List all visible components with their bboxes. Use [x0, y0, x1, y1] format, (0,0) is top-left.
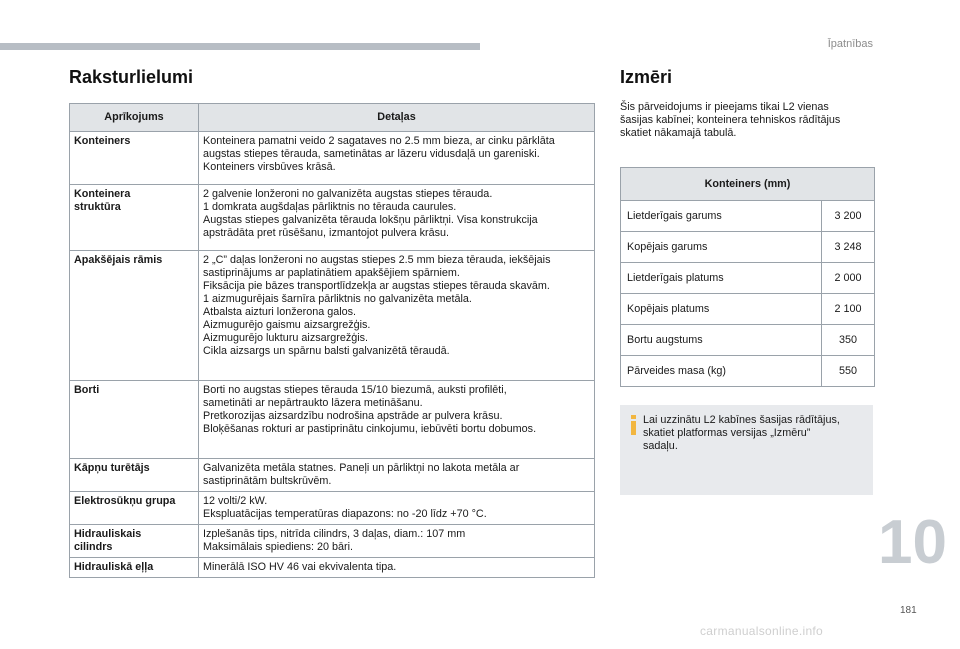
table-row: [70, 558, 595, 578]
row-key-line: cilindrs: [74, 541, 113, 553]
row-key-line: Hidrauliskais: [74, 528, 142, 540]
watermark: carmanualsonline.info: [700, 624, 824, 638]
column-header-details: Detaļas: [199, 104, 595, 132]
row-detail-line: Bloķēšanas rokturi ar pastiprinātu cinkojumu, iebūvēti bortu dobumos.: [203, 423, 537, 435]
row-key: [70, 459, 199, 492]
row-key-line: Elektrosūkņu grupa: [74, 495, 176, 507]
page-number: 181: [900, 605, 917, 616]
row-detail-line: 12 volti/2 kW.: [203, 495, 268, 507]
row-detail-line: Cikla aizsargs un spārnu balsti galvanizētā tēraudā.: [203, 345, 450, 357]
chapter-number: 10: [878, 508, 947, 577]
specs-table: [69, 103, 595, 578]
row-details: [199, 132, 595, 185]
row-key-line: struktūra: [74, 201, 121, 213]
table-row: [70, 132, 595, 185]
row-key: [70, 558, 199, 578]
dimensions-table: [620, 167, 875, 387]
dimensions-header: Konteiners (mm): [621, 168, 875, 201]
row-key: [70, 185, 199, 251]
row-detail-line: 2 „C” daļas lonžeroni no augstas stiepes 2.5 mm bieza tērauda, iekšējais: [203, 254, 551, 266]
row-key-line: Hidrauliskā eļļa: [74, 561, 154, 573]
row-detail-line: apstrādāta pret rūsēšanu, izmantojot pulvera krāsu.: [203, 227, 450, 239]
table-row: [70, 459, 595, 492]
row-detail-line: Borti no augstas stiepes tērauda 15/10 biezumā, auksti profilēti,: [203, 384, 507, 396]
row-detail-line: Fiksācija pie bāzes transportlīdzekļa ar augstas stiepes tērauda skavām.: [203, 280, 550, 292]
intro-line: Šis pārveidojums ir pieejams tikai L2 vienas: [620, 101, 829, 113]
dimension-label: Bortu augstums: [621, 325, 822, 356]
dimensions-table-header: [621, 168, 875, 201]
row-detail-line: Konteiners virsbūves krāsā.: [203, 161, 336, 173]
dimension-row: [621, 232, 875, 263]
row-detail-line: Atbalsta aizturi lonžerona galos.: [203, 306, 357, 318]
note-text: [643, 414, 865, 453]
dimension-label: Lietderīgais garums: [621, 201, 822, 232]
page-title-dimensions: Izmēri: [620, 67, 673, 87]
column-header-equipment: Aprīkojums: [70, 104, 199, 132]
dimension-row: [621, 263, 875, 294]
dimension-row: [621, 356, 875, 387]
row-key: [70, 132, 199, 185]
row-detail-line: augstas stiepes tērauda, sametinātas ar lāzeru vidusdaļā un gareniski.: [203, 148, 540, 160]
dimension-value: 2 100: [822, 294, 875, 325]
dimension-label: Lietderīgais platums: [621, 263, 822, 294]
row-details: [199, 381, 595, 459]
row-detail-line: Minerālā ISO HV 46 vai ekvivalenta tipa.: [203, 561, 397, 573]
note-line: skatiet platformas versijas „Izmēru”: [643, 427, 811, 439]
row-detail-line: sametināti ar nepārtraukto lāzera metināšanu.: [203, 397, 423, 409]
dimension-label: Kopējais platums: [621, 294, 822, 325]
row-details: [199, 459, 595, 492]
row-detail-line: Izplešanās tips, nitrīda cilindrs, 3 daļas, diam.: 107 mm: [203, 528, 466, 540]
row-detail-line: sastiprinātām bultskrūvēm.: [203, 475, 332, 487]
top-bar: [0, 43, 480, 50]
dimension-label: Kopējais garums: [621, 232, 822, 263]
row-detail-line: 2 galvenie lonžeroni no galvanizēta augstas stiepes tērauda.: [203, 188, 493, 200]
row-key-line: Kāpņu turētājs: [74, 462, 150, 474]
row-detail-line: Pretkorozijas aizsardzību nodrošina apstrāde ar pulvera krāsu.: [203, 410, 503, 422]
intro-line: šasijas kabīnei; konteinera tehniskos rādītājus: [620, 114, 841, 126]
table-row: [70, 492, 595, 525]
dimension-value: 2 000: [822, 263, 875, 294]
note-line: Lai uzzinātu L2 kabīnes šasijas rādītājus,: [643, 414, 840, 426]
dimension-value: 3 248: [822, 232, 875, 263]
row-detail-line: sastiprinājums ar paplatinātiem apakšējiem spārniem.: [203, 267, 460, 279]
row-detail-line: Augstas stiepes galvanizēta tērauda lokšņu pārliktņi. Visa konstrukcija: [203, 214, 538, 226]
row-key: [70, 381, 199, 459]
dimension-value: 3 200: [822, 201, 875, 232]
row-detail-line: Konteinera pamatni veido 2 sagataves no 2.5 mm bieza, ar cinku pārklāta: [203, 135, 555, 147]
dimensions-intro: [620, 101, 878, 140]
dimension-row: [621, 201, 875, 232]
dimension-label: Pārveides masa (kg): [621, 356, 822, 387]
row-details: [199, 185, 595, 251]
table-row: [70, 185, 595, 251]
row-details: [199, 492, 595, 525]
row-key: [70, 525, 199, 558]
dimension-row: [621, 294, 875, 325]
row-detail-line: 1 domkrata augšdaļas pārliktnis no tērauda caurules.: [203, 201, 457, 213]
dimension-value: 550: [822, 356, 875, 387]
info-note: [620, 405, 873, 495]
row-key-line: Borti: [74, 384, 100, 396]
dimension-value: 350: [822, 325, 875, 356]
row-details: [199, 558, 595, 578]
specs-table-header: [70, 104, 595, 132]
row-detail-line: 1 aizmugurējais šarnīra pārliktnis no galvanizēta metāla.: [203, 293, 472, 305]
row-key-line: Konteiners: [74, 135, 131, 147]
row-detail-line: Ekspluatācijas temperatūras diapazons: no -20 līdz +70 °C.: [203, 508, 487, 520]
row-detail-line: Galvanizēta metāla statnes. Paneļi un pārliktņi no lakota metāla ar: [203, 462, 520, 474]
table-row: [70, 525, 595, 558]
page-title-specs: Raksturlielumi: [69, 67, 194, 87]
row-key: [70, 251, 199, 381]
row-key-line: Konteinera: [74, 188, 131, 200]
intro-line: skatiet nākamajā tabulā.: [620, 127, 737, 139]
row-detail-line: Aizmugurējo lukturu aizsargrežģis.: [203, 332, 369, 344]
row-key: [70, 492, 199, 525]
section-label: Īpatnības: [827, 38, 873, 50]
info-icon: [630, 415, 638, 435]
dimension-row: [621, 325, 875, 356]
row-detail-line: Aizmugurējo gaismu aizsargrežģis.: [203, 319, 371, 331]
row-key-line: Apakšējais rāmis: [74, 254, 163, 266]
row-detail-line: Maksimālais spiediens: 20 bāri.: [203, 541, 354, 553]
row-details: [199, 251, 595, 381]
table-row: [70, 381, 595, 459]
row-details: [199, 525, 595, 558]
table-row: [70, 251, 595, 381]
note-line: sadaļu.: [643, 440, 678, 452]
